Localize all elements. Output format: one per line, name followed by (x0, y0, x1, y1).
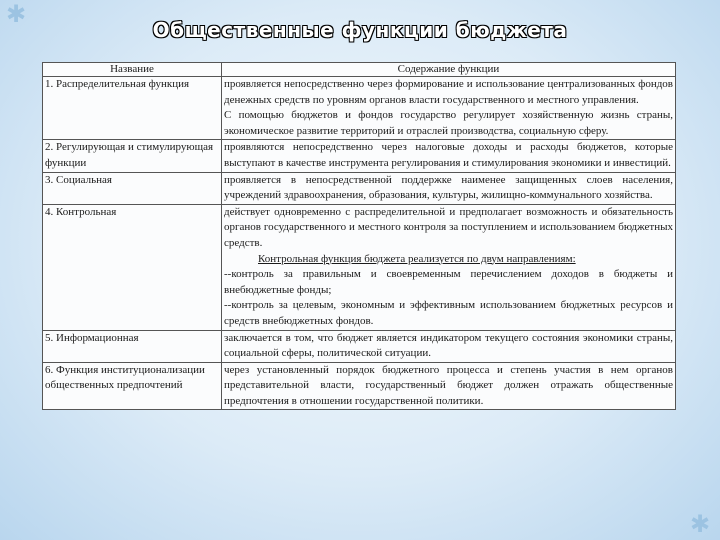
corner-asterisk-icon: ✱ (690, 510, 711, 538)
function-content (222, 204, 676, 330)
table-row (43, 140, 676, 172)
corner-asterisk-icon: ✱ (6, 0, 27, 28)
table-row (43, 204, 676, 330)
function-name: 6. Функция институционализации общественных предпочтений (43, 362, 222, 410)
content-paragraph: действует одновременно с распределительной и предполагает возможность и обязательность органов государственного и местного контроля за поступлением и использованием бюджетных средств. (224, 205, 673, 249)
function-content (222, 172, 676, 204)
page-title: Общественные функции бюджета (152, 18, 568, 42)
function-name: 5. Информационная (43, 330, 222, 362)
content-paragraph: проявляется непосредственно через формирование и использование централизованных фондов денежных средств по уровням органов власти государственного и местного управления. (224, 78, 673, 106)
table-row (43, 362, 676, 410)
content-paragraph: заключается в том, что бюджет является индикатором текущего состояния экономики страны, социальной сферы, политической ситуации. (224, 331, 673, 360)
table-row (43, 77, 676, 140)
function-content (222, 362, 676, 410)
content-paragraph-underlined: Контрольная функция бюджета реализуется по двум направлениям: (258, 252, 576, 265)
function-name: 4. Контрольная (43, 204, 222, 330)
content-paragraph: С помощью бюджетов и фондов государство регулирует хозяйственную жизнь страны, экономическое развитие территорий и отраслей производства, социальную сферу. (224, 109, 673, 137)
content-paragraph: проявляется в непосредственной поддержке наименее защищенных слоев населения, учреждений здравоохранения, образования, культуры, жилищно-коммунального хозяйства. (224, 173, 673, 202)
function-content (222, 330, 676, 362)
content-paragraph: проявляются непосредственно через налоговые доходы и расходы бюджетов, которые выступают в качестве инструмента регулирования и стимулирования экономики и инвестиций. (224, 141, 673, 169)
content-paragraph: --контроль за правильным и своевременным перечислением доходов в бюджеты и внебюджетные фонды; (224, 268, 673, 296)
function-name: 3. Социальная (43, 172, 222, 204)
content-paragraph: через установленный порядок бюджетного процесса и степень участия в нем органов представительной власти, государственный бюджет должен отражать общественные предпочтения в отношении государственной политики. (224, 363, 673, 407)
functions-table (42, 62, 676, 410)
function-name: 1. Распределительная функция (43, 77, 222, 140)
table-row (43, 330, 676, 362)
function-content (222, 77, 676, 140)
function-name: 2. Регулирующая и стимулирующая функции (43, 140, 222, 172)
header-name: Название (43, 63, 222, 77)
content-paragraph: --контроль за целевым, экономным и эффективным использованием бюджетных ресурсов и средств внебюджетных фондов. (224, 299, 673, 327)
table-row (43, 172, 676, 204)
header-content: Содержание функции (222, 63, 676, 77)
function-content (222, 140, 676, 172)
table-header-row (43, 63, 676, 77)
